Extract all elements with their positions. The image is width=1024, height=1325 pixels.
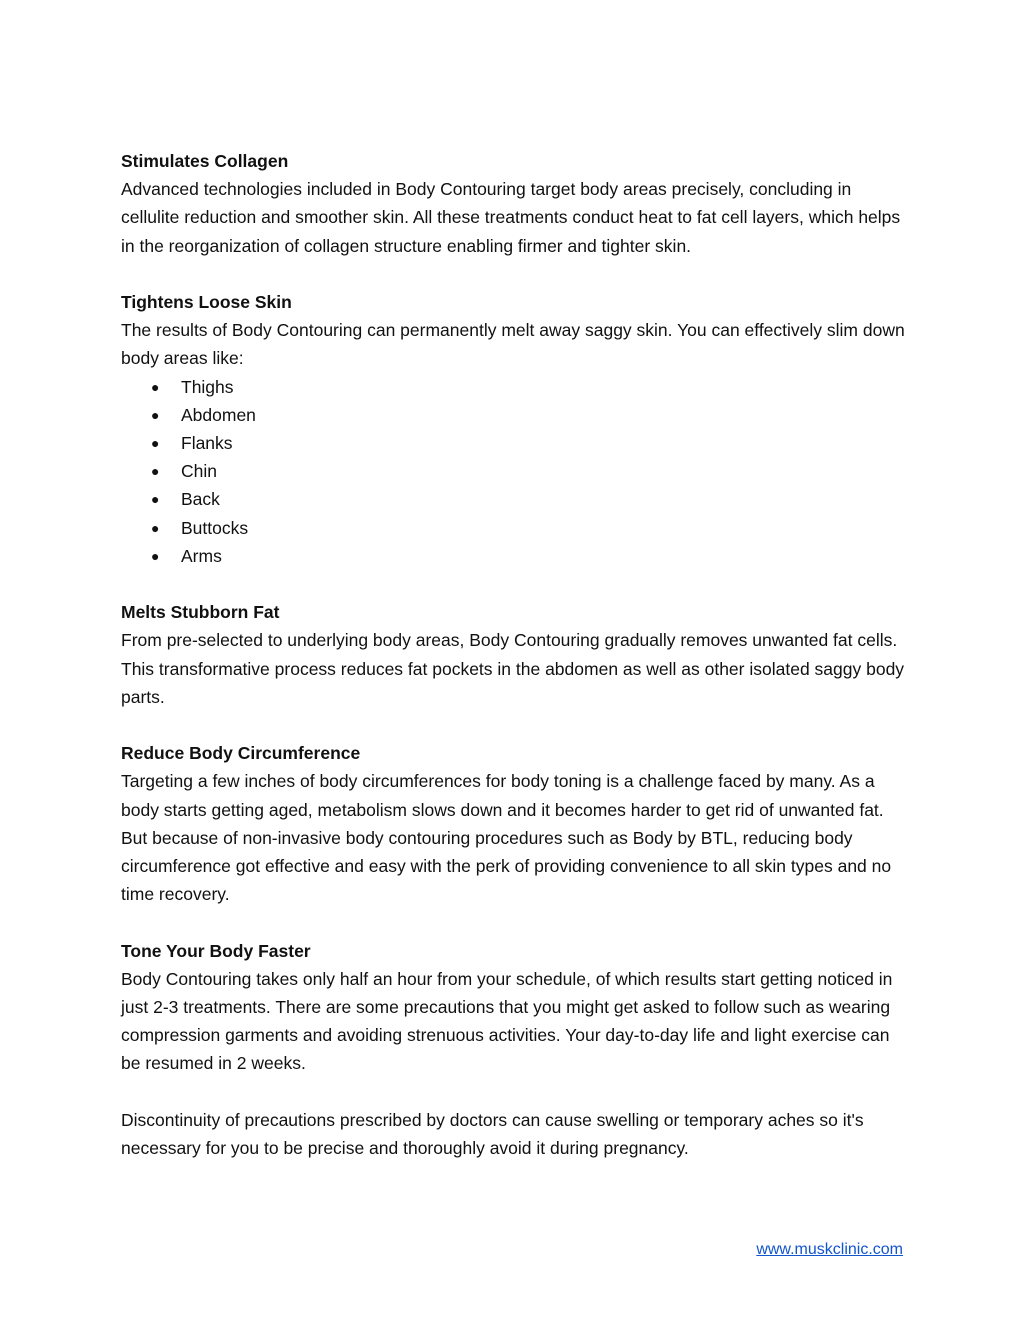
section-paragraph: Body Contouring takes only half an hour from your schedule, of which results start getting noticed in just 2-3 treatments. There are some precautions that you might get asked to follow such as wearing compression garments and avoiding strenuous activities. Your day-to-day life and light exercise can be resumed in 2 weeks. [121, 968, 893, 1074]
section-stimulates-collagen [121, 147, 911, 260]
list-item-label: Thighs [181, 376, 234, 397]
section-tone-your-body-faster [121, 937, 911, 1078]
body-areas-list [121, 373, 911, 570]
list-item-label: Flanks [181, 433, 233, 454]
bullet-icon: ● [151, 463, 160, 480]
section-heading: Reduce Body Circumference [121, 743, 361, 764]
website-link[interactable]: www.muskclinic.com [756, 1241, 903, 1258]
section-heading: Stimulates Collagen [121, 151, 289, 171]
list-item [121, 373, 911, 401]
section-melts-stubborn-fat [121, 598, 911, 711]
bullet-icon: ● [151, 378, 160, 395]
list-item [121, 542, 911, 570]
list-item [121, 514, 911, 542]
section-paragraph: From pre-selected to underlying body areas, Body Contouring gradually removes unwanted fat cells. This transformative process reduces fat pockets in the abdomen as well as other isolated saggy body parts. [121, 630, 905, 707]
list-item-label: Back [181, 489, 220, 510]
section-paragraph: Targeting a few inches of body circumferences for body toning is a challenge faced by many. As a body starts getting aged, metabolism slows down and it becomes harder to get rid of unwanted fat. But because of non-invasive body contouring procedures such as Body by BTL, reducing body circumference got effective and easy with the perk of providing convenience to all skin types and no time recovery. [121, 771, 892, 905]
section-paragraph: The results of Body Contouring can permanently melt away saggy skin. You can effectively slim down body areas like: [121, 320, 905, 369]
bullet-icon: ● [151, 406, 160, 423]
list-item [121, 457, 911, 485]
section-tightens-loose-skin [121, 288, 911, 570]
document-body [121, 147, 911, 1190]
list-item [121, 429, 911, 457]
section-reduce-body-circumference [121, 739, 911, 908]
bullet-icon: ● [151, 519, 160, 536]
section-heading: Tightens Loose Skin [121, 292, 292, 312]
bullet-icon: ● [151, 491, 160, 508]
list-item [121, 401, 911, 429]
section-heading: Tone Your Body Faster [121, 940, 311, 961]
bullet-icon: ● [151, 547, 160, 564]
section-paragraph: Advanced technologies included in Body Contouring target body areas precisely, concluding in cellulite reduction and smoother skin. All these treatments conduct heat to fat cell layers, which helps in the reorganization of collagen structure enabling firmer and tighter skin. [121, 179, 901, 256]
closing-note [121, 1106, 911, 1162]
closing-paragraph: Discontinuity of precautions prescribed by doctors can cause swelling or temporary aches so it's necessary for you to be precise and thoroughly avoid it during pregnancy. [121, 1109, 864, 1159]
section-heading: Melts Stubborn Fat [121, 602, 280, 623]
list-item-label: Arms [181, 545, 222, 566]
list-item-label: Abdomen [181, 404, 256, 425]
list-item [121, 485, 911, 513]
bullet-icon: ● [151, 435, 160, 452]
list-item-label: Buttocks [181, 517, 249, 538]
list-item-label: Chin [181, 461, 217, 482]
